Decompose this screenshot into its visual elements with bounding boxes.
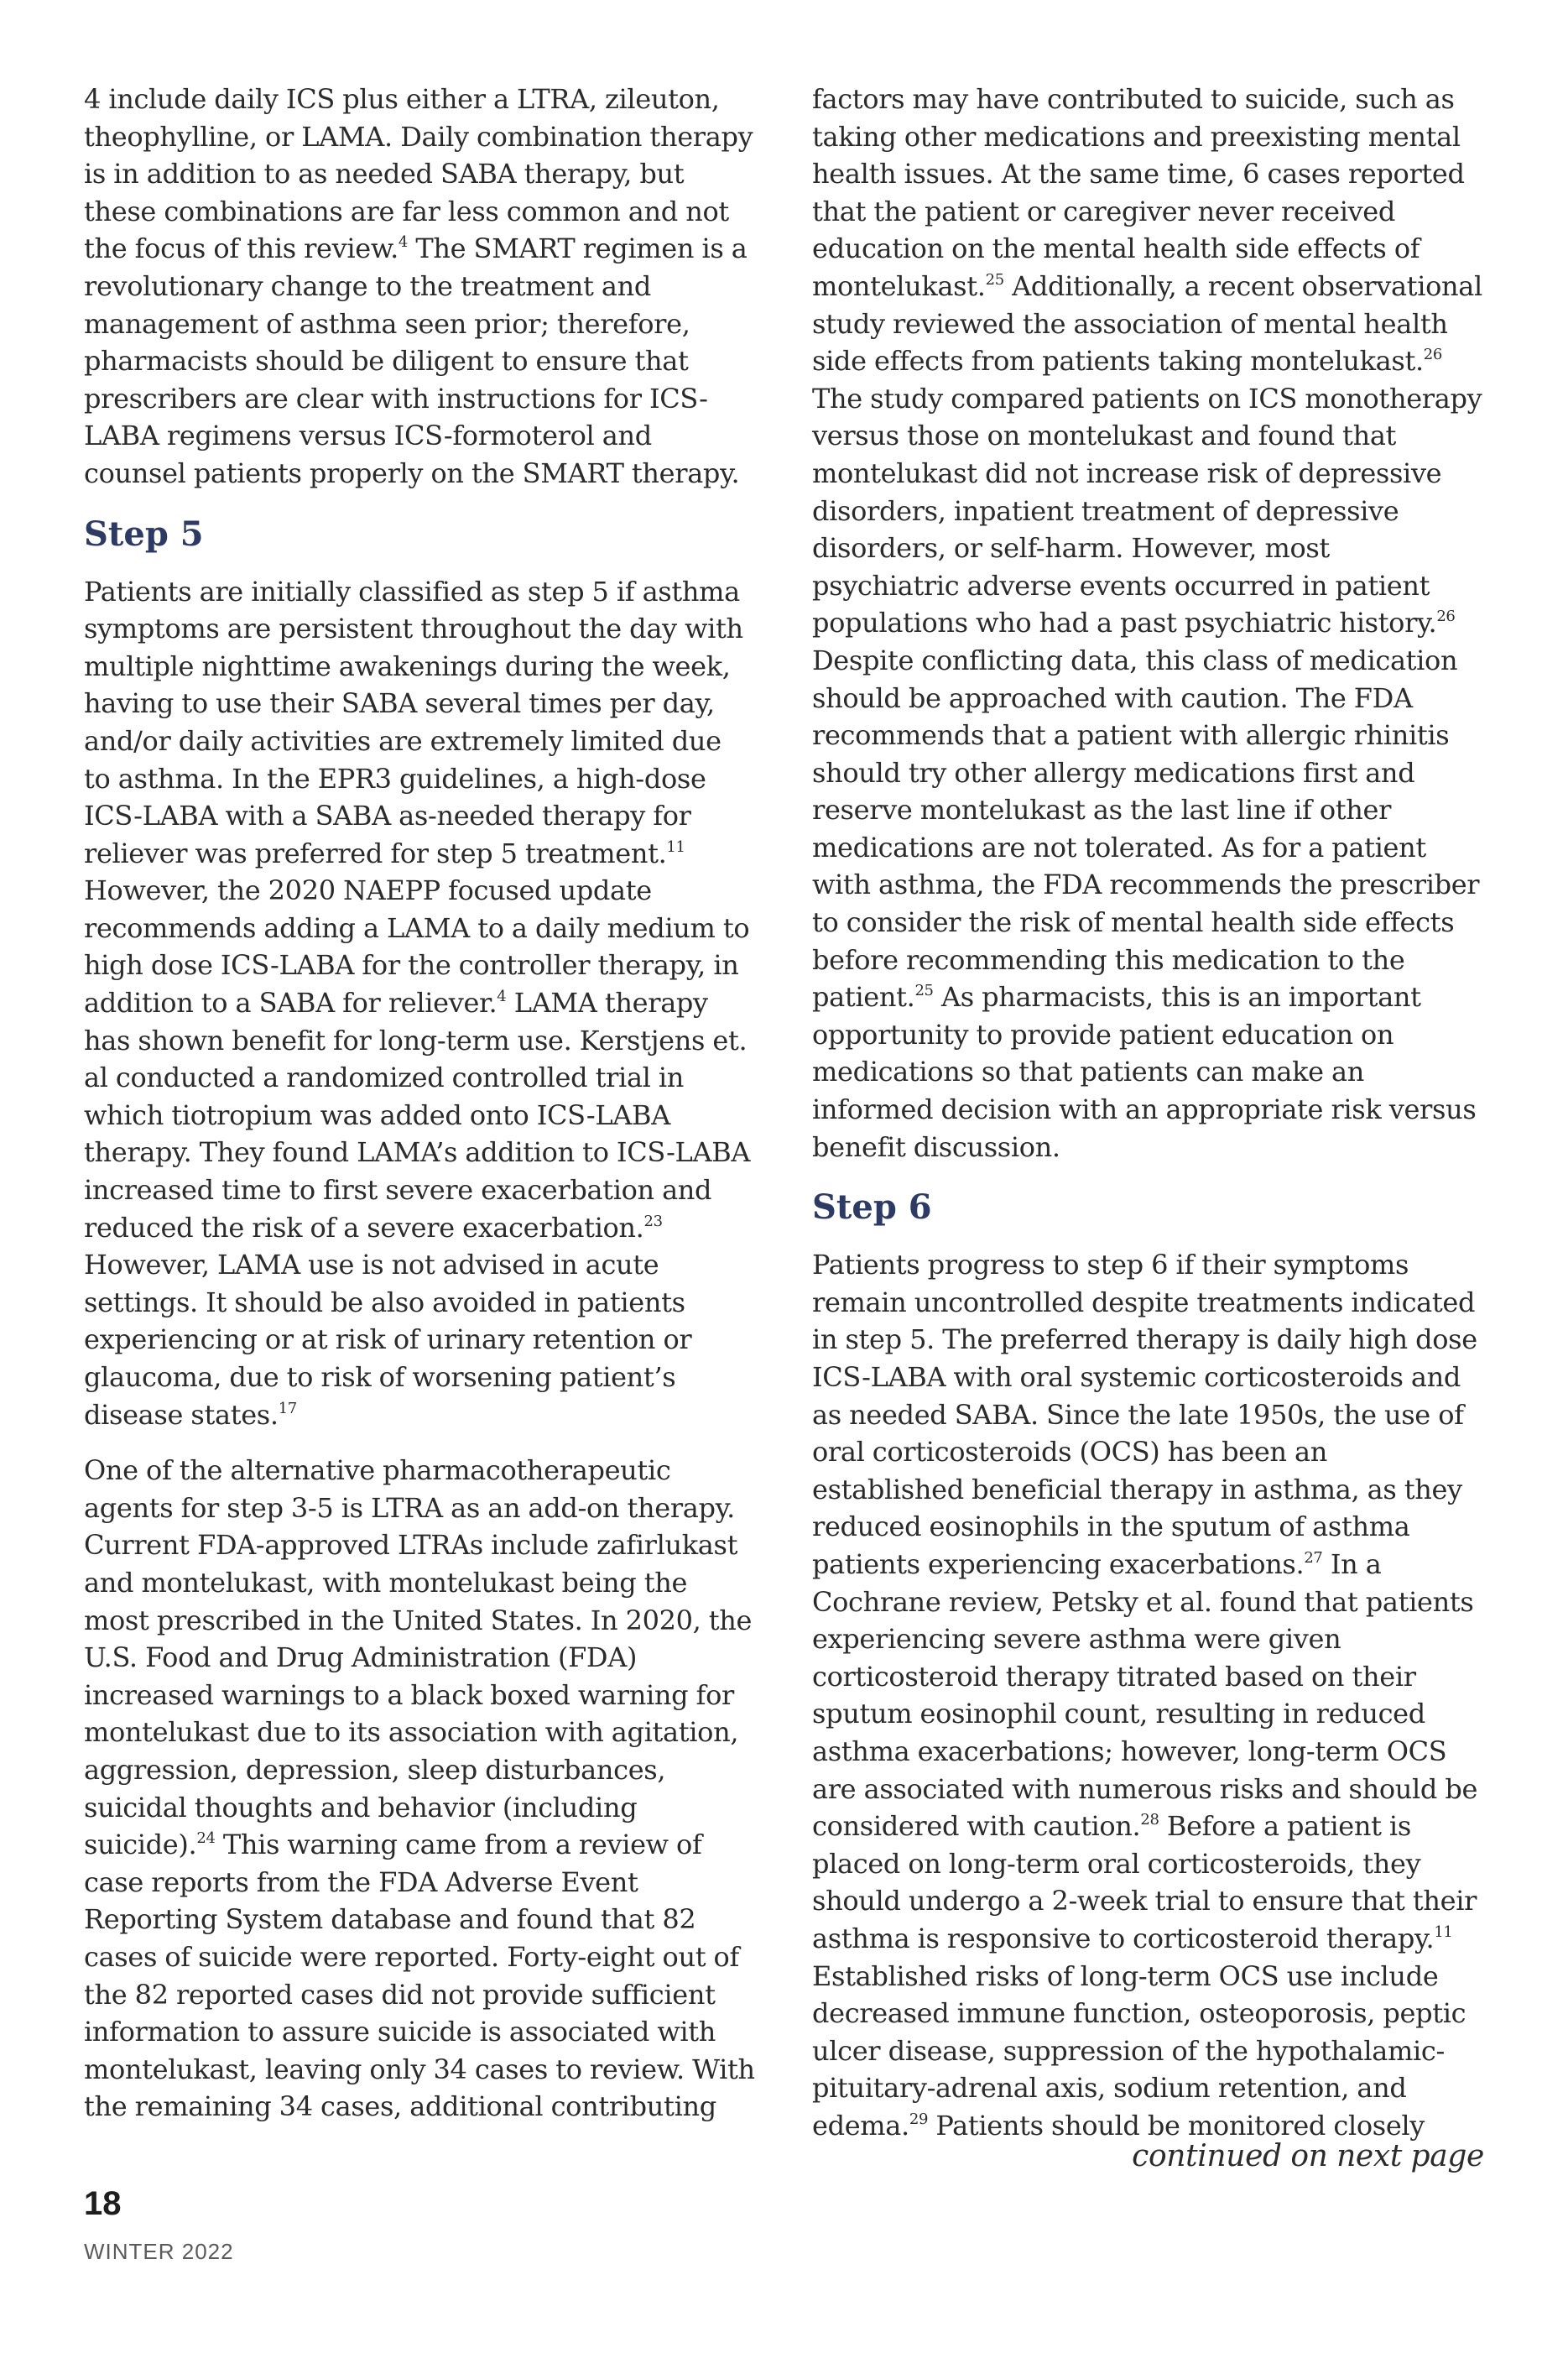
heading-step-5: Step 5 bbox=[84, 514, 204, 554]
text: factors may have contributed to suicide, such as taking other medications and preexisting mental health issues. At the same time, 6 cases reported that the patient or caregiver never received education on the mental health side effects of montelukast. bbox=[812, 83, 1465, 302]
text: 4 include daily ICS plus either a LTRA, zileuton, theophylline, or LAMA. Daily combination therapy is in addition to as needed SABA therapy, but these combinations are far less common and not the focus of this review. bbox=[84, 83, 753, 265]
citation: 27 bbox=[1304, 1548, 1323, 1567]
text: LAMA therapy has shown benefit for long-term use. Kerstjens et. al conducted a randomized controlled trial in which tiotropium was added onto ICS-LABA therapy. They found LAMA’s addition to ICS-LABA increased time to first severe exacerbation and reduced the risk of a severe exacerbation. bbox=[84, 987, 751, 1244]
text: In a Cochrane review, Petsky et al. found that patients experiencing severe asthma were given corticosteroid therapy titrated based on their sputum eosinophil count, resulting in reduced asthma exacerbations; however, long-term OCS are associated with numerous risks and should be considered with caution. bbox=[812, 1547, 1478, 1843]
text: Established risks of long-term OCS use include decreased immune function, osteoporosis, peptic ulcer disease, suppression of the hypothalamic-pituitary-adrenal axis, sodium retention, and edema. bbox=[812, 1959, 1466, 2142]
heading-step-6: Step 6 bbox=[812, 1187, 932, 1228]
paragraph-step5 bbox=[84, 573, 755, 1434]
text: Patients progress to step 6 if their symptoms remain uncontrolled despite treatments indicated in step 5. The preferred therapy is daily high dose ICS-LABA with oral systemic corticosteroids and as needed SABA. Since the late 1950s, the use of oral corticosteroids (OCS) has been an established beneficial therapy in asthma, as they reduced eosinophils in the sputum of asthma patients experiencing exacerbations. bbox=[812, 1249, 1477, 1580]
text: However, the 2020 NAEPP focused update recommends adding a LAMA to a daily medium to high dose ICS-LABA for the controller therapy, in addition to a SABA for reliever. bbox=[84, 874, 750, 1020]
text: Patients are initially classified as step 5 if asthma symptoms are persistent throughout the day with multiple nighttime awakenings during the week, having to use their SABA several times per day, and/or daily activities are extremely limited due to asthma. In the EPR3 guidelines, a high-dose ICS-LABA with a SABA as-needed therapy for reliever was preferred for step 5 treatment. bbox=[84, 575, 743, 869]
right-column bbox=[812, 81, 1483, 2163]
citation: 29 bbox=[909, 2110, 929, 2128]
page-number: 18 bbox=[84, 2185, 122, 2222]
paragraph-ltra bbox=[84, 1452, 755, 2126]
text: As pharmacists, this is an important opportunity to provide patient education on medications so that patients can make an informed decision with an appropriate risk versus benefit discussion. bbox=[812, 981, 1477, 1163]
citation: 28 bbox=[1140, 1811, 1159, 1829]
citation: 25 bbox=[985, 270, 1004, 289]
text: Patients should be monitored closely bbox=[928, 2109, 1425, 2142]
citation: 25 bbox=[914, 982, 934, 1000]
citation: 4 bbox=[398, 233, 409, 252]
text: The SMART regimen is a revolutionary change to the treatment and management of asthma seen prior; therefore, pharmacists should be diligent to ensure that prescribers are clear with instructions for ICS-LABA regimens versus ICS-formoterol and counsel patients properly on the SMART therapy. bbox=[84, 232, 748, 489]
paragraph-montelukast bbox=[812, 81, 1483, 1166]
citation: 26 bbox=[1436, 608, 1456, 626]
paragraph-step6 bbox=[812, 1246, 1483, 2144]
continued-on-next-page: continued on next page bbox=[1132, 2139, 1484, 2173]
citation: 17 bbox=[278, 1399, 297, 1417]
issue-label: WINTER 2022 bbox=[84, 2239, 234, 2264]
text: Before a patient is placed on long-term oral corticosteroids, they should undergo a 2-week trial to ensure that their asthma is responsive to corticosteroid therapy. bbox=[812, 1810, 1477, 1954]
paragraph-step4-combination bbox=[84, 81, 755, 493]
citation: 4 bbox=[497, 988, 507, 1006]
text: The study compared patients on ICS monotherapy versus those on montelukast and found that montelukast did not increase risk of depressive disorders, inpatient treatment of depressive disorders, or self-harm. However, most psychiatric adverse events occurred in patient populations who had a past psychiatric history. bbox=[812, 382, 1482, 639]
citation: 23 bbox=[643, 1212, 663, 1230]
text: Additionally, a recent observational study reviewed the association of mental health side effects from patients taking montelukast. bbox=[812, 269, 1482, 378]
citation: 11 bbox=[666, 837, 685, 856]
citation: 24 bbox=[196, 1829, 216, 1848]
left-column bbox=[84, 81, 755, 2144]
text: One of the alternative pharmacotherapeutic agents for step 3-5 is LTRA as an add-on therapy. Current FDA-approved LTRAs include zafirlukast and montelukast, with montelukast being the most prescribed in the United States. In 2020, the U.S. Food and Drug Administration (FDA) increased warnings to a black boxed warning for montelukast due to its association with agitation, aggression, depression, sleep disturbances, suicidal thoughts and behavior (including suicide). bbox=[84, 1454, 753, 1861]
text: This warning came from a review of case reports from the FDA Adverse Event Reporting System database and found that 82 cases of suicide were reported. Forty-eight out of the 82 reported cases did not provide sufficient information to assure suicide is associated with montelukast, leaving only 34 cases to review. With the remaining 34 cases, additional contributing bbox=[84, 1829, 755, 2123]
citation: 26 bbox=[1423, 346, 1442, 364]
text: Despite conflicting data, this class of medication should be approached with caution. The FDA recommends that a patient with allergic rhinitis should try other allergy medications first and reserve montelukast as the last line if other medications are not tolerated. As for a patient with asthma, the FDA recommends the prescriber to consider the risk of mental health side effects before recommending this medication to the patient. bbox=[812, 644, 1480, 1014]
text: However, LAMA use is not advised in acute settings. It should be also avoided in patients experiencing or at risk of urinary retention or glaucoma, due to risk of worsening patient’s disease states. bbox=[84, 1249, 692, 1431]
citation: 11 bbox=[1434, 1923, 1453, 1941]
